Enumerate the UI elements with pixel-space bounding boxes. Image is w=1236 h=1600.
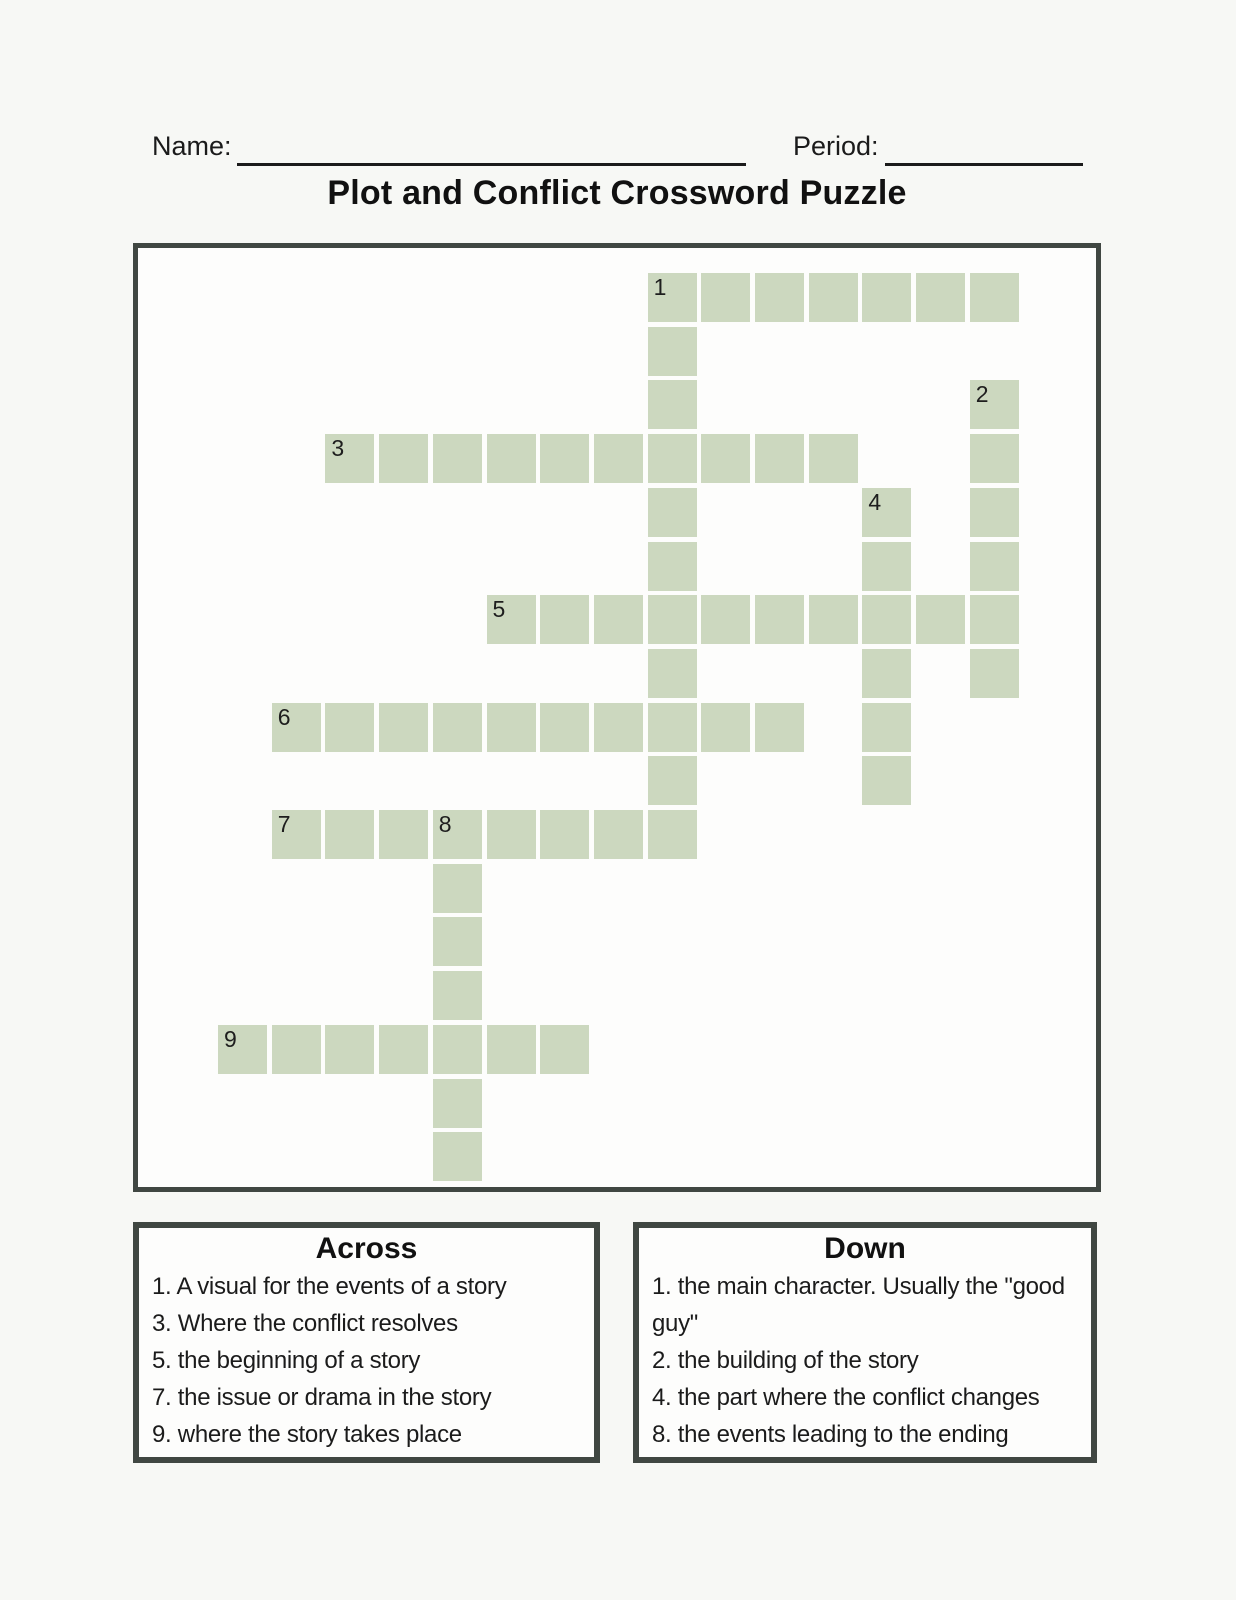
across-clues-box bbox=[133, 1222, 600, 1463]
grid-cell[interactable] bbox=[648, 273, 697, 322]
grid-cell[interactable] bbox=[272, 703, 321, 752]
grid-cell[interactable] bbox=[862, 488, 911, 537]
grid-cell[interactable] bbox=[433, 434, 482, 483]
grid-cell[interactable] bbox=[648, 595, 697, 644]
grid-cell[interactable] bbox=[325, 434, 374, 483]
grid-cell[interactable] bbox=[648, 327, 697, 376]
cell-number: 5 bbox=[492, 596, 506, 623]
clue-item: 7. the issue or drama in the story bbox=[152, 1384, 492, 1411]
grid-cell[interactable] bbox=[648, 703, 697, 752]
grid-cell[interactable] bbox=[970, 273, 1019, 322]
name-input-line[interactable] bbox=[237, 163, 746, 166]
cell-number: 9 bbox=[224, 1025, 237, 1052]
period-input-line[interactable] bbox=[885, 163, 1083, 166]
grid-cell[interactable] bbox=[755, 703, 804, 752]
clue-item: 8. the events leading to the ending bbox=[652, 1421, 1009, 1448]
grid-cell[interactable] bbox=[648, 810, 697, 859]
clue-item: 1. A visual for the events of a story bbox=[152, 1273, 507, 1300]
cell-number: 1 bbox=[653, 274, 667, 300]
grid-cell[interactable] bbox=[701, 434, 750, 483]
clue-item: 9. where the story takes place bbox=[152, 1421, 462, 1448]
grid-cell[interactable] bbox=[701, 595, 750, 644]
crossword-grid bbox=[133, 243, 1101, 1192]
clue-item: 5. the beginning of a story bbox=[152, 1347, 421, 1374]
grid-cell[interactable] bbox=[433, 1079, 482, 1128]
grid-cell[interactable] bbox=[701, 703, 750, 752]
grid-cell[interactable] bbox=[648, 649, 697, 698]
grid-cell[interactable] bbox=[970, 380, 1019, 429]
grid-cell[interactable] bbox=[487, 595, 536, 644]
grid-cell[interactable] bbox=[970, 595, 1019, 644]
name-label: Name: bbox=[152, 131, 232, 161]
across-clue-list bbox=[139, 1268, 594, 1453]
grid-cell[interactable] bbox=[433, 917, 482, 966]
grid-cell[interactable] bbox=[970, 434, 1019, 483]
grid-cell[interactable] bbox=[970, 542, 1019, 591]
grid-cell[interactable] bbox=[701, 273, 750, 322]
grid-cell[interactable] bbox=[809, 273, 858, 322]
grid-cell[interactable] bbox=[648, 380, 697, 429]
grid-cell[interactable] bbox=[809, 434, 858, 483]
grid-cell[interactable] bbox=[487, 703, 536, 752]
grid-cell[interactable] bbox=[862, 273, 911, 322]
grid-cell[interactable] bbox=[540, 595, 589, 644]
cell-number: 2 bbox=[975, 381, 989, 408]
period-label: Period: bbox=[793, 131, 879, 161]
grid-cell[interactable] bbox=[433, 1025, 482, 1074]
grid-cell[interactable] bbox=[433, 810, 482, 859]
grid-cell[interactable] bbox=[540, 703, 589, 752]
cell-number: 4 bbox=[868, 488, 882, 515]
grid-cell[interactable] bbox=[648, 434, 697, 483]
grid-cell[interactable] bbox=[809, 595, 858, 644]
clue-item: 1. the main character. Usually the "good guy" bbox=[652, 1273, 1065, 1337]
grid-cell[interactable] bbox=[862, 595, 911, 644]
grid-cell[interactable] bbox=[916, 595, 965, 644]
grid-cell[interactable] bbox=[433, 1132, 482, 1181]
grid-cell[interactable] bbox=[379, 1025, 428, 1074]
grid-cell[interactable] bbox=[755, 595, 804, 644]
grid-cell[interactable] bbox=[862, 649, 911, 698]
down-clues-box bbox=[633, 1222, 1097, 1463]
cell-number: 7 bbox=[277, 811, 291, 837]
grid-cell[interactable] bbox=[487, 810, 536, 859]
grid-cell[interactable] bbox=[540, 1025, 589, 1074]
down-title: Down bbox=[824, 1232, 906, 1265]
grid-cell[interactable] bbox=[594, 703, 643, 752]
grid-cell[interactable] bbox=[755, 273, 804, 322]
clue-item: 2. the building of the story bbox=[652, 1347, 919, 1374]
grid-cell[interactable] bbox=[594, 434, 643, 483]
grid-cell[interactable] bbox=[379, 703, 428, 752]
grid-cell[interactable] bbox=[433, 971, 482, 1020]
grid-cell[interactable] bbox=[862, 542, 911, 591]
grid-cell[interactable] bbox=[862, 703, 911, 752]
grid-cell[interactable] bbox=[916, 273, 965, 322]
grid-cell[interactable] bbox=[487, 434, 536, 483]
grid-cell[interactable] bbox=[272, 810, 321, 859]
cell-number: 8 bbox=[438, 811, 452, 837]
down-clue-list bbox=[639, 1268, 1091, 1453]
grid-cell[interactable] bbox=[970, 488, 1019, 537]
page-title: Plot and Conflict Crossword Puzzle bbox=[327, 174, 907, 212]
grid-cell[interactable] bbox=[594, 595, 643, 644]
grid-cell[interactable] bbox=[433, 703, 482, 752]
grid-cell[interactable] bbox=[325, 1025, 374, 1074]
grid-cell[interactable] bbox=[970, 649, 1019, 698]
grid-cell[interactable] bbox=[862, 756, 911, 805]
cell-number: 6 bbox=[277, 703, 291, 730]
clue-item: 3. Where the conflict resolves bbox=[152, 1310, 458, 1337]
cell-number: 3 bbox=[331, 435, 345, 462]
grid-cell[interactable] bbox=[325, 703, 374, 752]
grid-cell[interactable] bbox=[540, 810, 589, 859]
crossword-grid-cells bbox=[138, 248, 1096, 1187]
grid-cell[interactable] bbox=[755, 434, 804, 483]
clue-item: 4. the part where the conflict changes bbox=[652, 1384, 1040, 1411]
grid-cell[interactable] bbox=[218, 1025, 267, 1074]
grid-cell[interactable] bbox=[379, 434, 428, 483]
grid-cell[interactable] bbox=[648, 756, 697, 805]
grid-cell[interactable] bbox=[648, 542, 697, 591]
grid-cell[interactable] bbox=[272, 1025, 321, 1074]
grid-cell[interactable] bbox=[325, 810, 374, 859]
grid-cell[interactable] bbox=[379, 810, 428, 859]
grid-cell[interactable] bbox=[433, 864, 482, 913]
grid-cell[interactable] bbox=[487, 1025, 536, 1074]
grid-cell[interactable] bbox=[648, 488, 697, 537]
grid-cell[interactable] bbox=[540, 434, 589, 483]
across-title: Across bbox=[315, 1232, 418, 1265]
grid-cell[interactable] bbox=[594, 810, 643, 859]
